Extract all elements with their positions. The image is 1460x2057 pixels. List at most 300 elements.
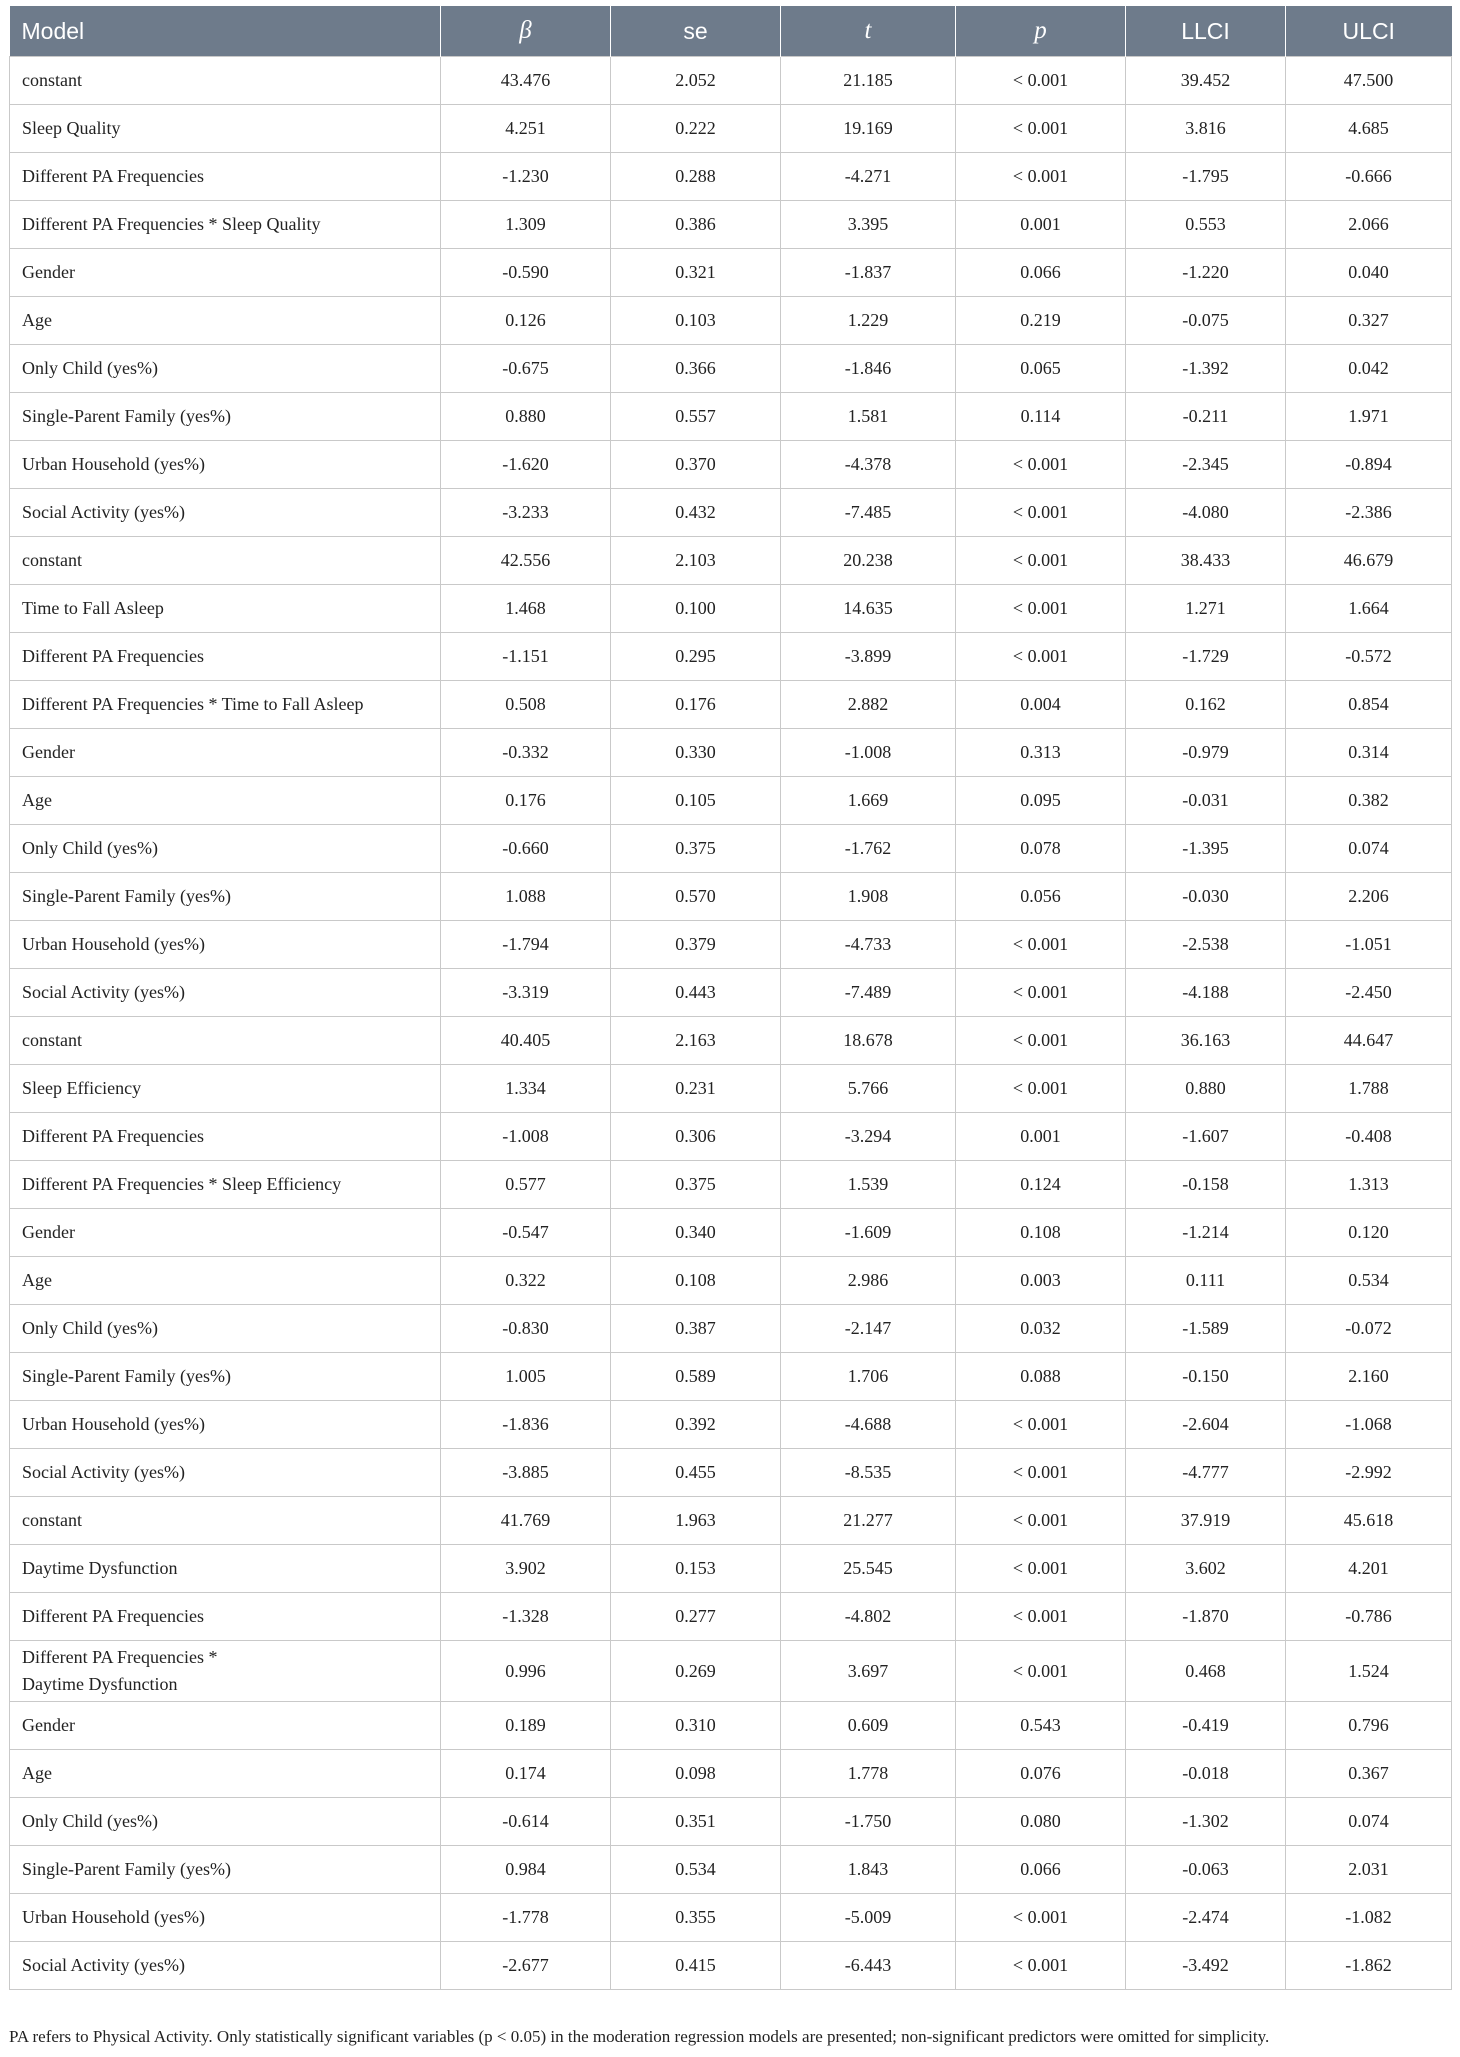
cell-ulci: -1.068 [1286, 1401, 1452, 1449]
cell-llci: 39.452 [1126, 57, 1286, 105]
cell-t: 21.185 [781, 57, 956, 105]
cell-se: 0.443 [611, 969, 781, 1017]
cell-beta: 1.005 [441, 1353, 611, 1401]
cell-ulci: 0.534 [1286, 1257, 1452, 1305]
cell-beta: -0.547 [441, 1209, 611, 1257]
cell-p: < 0.001 [956, 489, 1126, 537]
cell-t: -5.009 [781, 1894, 956, 1942]
cell-llci: -0.419 [1126, 1702, 1286, 1750]
cell-llci: -0.030 [1126, 873, 1286, 921]
cell-t: -1.609 [781, 1209, 956, 1257]
cell-llci: 0.468 [1126, 1641, 1286, 1702]
cell-llci: -1.220 [1126, 249, 1286, 297]
cell-llci: -1.302 [1126, 1798, 1286, 1846]
cell-se: 0.375 [611, 1161, 781, 1209]
cell-beta: -0.332 [441, 729, 611, 777]
cell-ulci: 2.206 [1286, 873, 1452, 921]
cell-ulci: 0.314 [1286, 729, 1452, 777]
cell-t: 1.669 [781, 777, 956, 825]
cell-ulci: -0.072 [1286, 1305, 1452, 1353]
cell-beta: -1.151 [441, 633, 611, 681]
cell-se: 0.387 [611, 1305, 781, 1353]
cell-beta: 0.880 [441, 393, 611, 441]
cell-beta: 0.126 [441, 297, 611, 345]
cell-se: 0.176 [611, 681, 781, 729]
cell-llci: 3.602 [1126, 1545, 1286, 1593]
cell-beta: -3.233 [441, 489, 611, 537]
table-row [10, 345, 1452, 393]
cell-t: -1.837 [781, 249, 956, 297]
table-row [10, 1209, 1452, 1257]
cell-beta: 1.088 [441, 873, 611, 921]
cell-p: < 0.001 [956, 1545, 1126, 1593]
cell-ulci: 1.313 [1286, 1161, 1452, 1209]
cell-ulci: 2.160 [1286, 1353, 1452, 1401]
cell-se: 0.379 [611, 921, 781, 969]
cell-llci: -1.392 [1126, 345, 1286, 393]
table-row [10, 1798, 1452, 1846]
cell-model: Urban Household (yes%) [10, 441, 441, 489]
cell-ulci: 0.120 [1286, 1209, 1452, 1257]
cell-t: -1.008 [781, 729, 956, 777]
cell-beta: -1.620 [441, 441, 611, 489]
cell-se: 0.340 [611, 1209, 781, 1257]
cell-p: 0.003 [956, 1257, 1126, 1305]
cell-beta: -0.660 [441, 825, 611, 873]
cell-llci: -0.075 [1126, 297, 1286, 345]
cell-model: Only Child (yes%) [10, 345, 441, 393]
cell-p: 0.004 [956, 681, 1126, 729]
cell-t: -1.846 [781, 345, 956, 393]
cell-llci: 0.553 [1126, 201, 1286, 249]
table-row [10, 921, 1452, 969]
cell-ulci: 4.685 [1286, 105, 1452, 153]
table-row [10, 1113, 1452, 1161]
cell-llci: 37.919 [1126, 1497, 1286, 1545]
cell-p: 0.065 [956, 345, 1126, 393]
header-ulci: ULCI [1286, 6, 1452, 57]
cell-ulci: 1.788 [1286, 1065, 1452, 1113]
table-row [10, 681, 1452, 729]
cell-model: Single-Parent Family (yes%) [10, 873, 441, 921]
cell-beta: 41.769 [441, 1497, 611, 1545]
cell-t: 5.766 [781, 1065, 956, 1113]
cell-p: < 0.001 [956, 1942, 1126, 1990]
table-row [10, 1161, 1452, 1209]
cell-model: Different PA Frequencies [10, 1113, 441, 1161]
cell-model: Social Activity (yes%) [10, 969, 441, 1017]
cell-p: < 0.001 [956, 441, 1126, 489]
table-row [10, 537, 1452, 585]
table-row [10, 1750, 1452, 1798]
table-row [10, 441, 1452, 489]
cell-se: 0.415 [611, 1942, 781, 1990]
cell-ulci: 0.382 [1286, 777, 1452, 825]
table-row [10, 1401, 1452, 1449]
cell-ulci: 0.796 [1286, 1702, 1452, 1750]
cell-t: -4.378 [781, 441, 956, 489]
table-row [10, 873, 1452, 921]
cell-se: 0.295 [611, 633, 781, 681]
cell-p: 0.219 [956, 297, 1126, 345]
cell-model: Sleep Quality [10, 105, 441, 153]
cell-t: 1.843 [781, 1846, 956, 1894]
cell-se: 0.098 [611, 1750, 781, 1798]
cell-model: Different PA Frequencies * Sleep Efficiency [10, 1161, 441, 1209]
header-se: se [611, 6, 781, 57]
cell-beta: -1.230 [441, 153, 611, 201]
cell-llci: -4.777 [1126, 1449, 1286, 1497]
cell-model: Urban Household (yes%) [10, 1894, 441, 1942]
cell-se: 1.963 [611, 1497, 781, 1545]
cell-llci: -0.018 [1126, 1750, 1286, 1798]
cell-ulci: -2.386 [1286, 489, 1452, 537]
table-row [10, 729, 1452, 777]
cell-p: 0.095 [956, 777, 1126, 825]
cell-model: Only Child (yes%) [10, 825, 441, 873]
cell-model: Daytime Dysfunction [10, 1545, 441, 1593]
cell-beta: 0.984 [441, 1846, 611, 1894]
table-row [10, 249, 1452, 297]
cell-p: 0.080 [956, 1798, 1126, 1846]
cell-llci: -0.979 [1126, 729, 1286, 777]
table-row [10, 1353, 1452, 1401]
cell-se: 0.366 [611, 345, 781, 393]
cell-t: 1.778 [781, 1750, 956, 1798]
cell-llci: -2.474 [1126, 1894, 1286, 1942]
cell-llci: 0.111 [1126, 1257, 1286, 1305]
cell-se: 0.105 [611, 777, 781, 825]
table-row [10, 825, 1452, 873]
cell-llci: -1.589 [1126, 1305, 1286, 1353]
cell-model: Gender [10, 249, 441, 297]
cell-p: < 0.001 [956, 1449, 1126, 1497]
table-row [10, 1846, 1452, 1894]
cell-ulci: 44.647 [1286, 1017, 1452, 1065]
cell-p: 0.088 [956, 1353, 1126, 1401]
cell-se: 2.052 [611, 57, 781, 105]
cell-p: < 0.001 [956, 1641, 1126, 1702]
header-model: Model [10, 6, 441, 57]
cell-p: 0.032 [956, 1305, 1126, 1353]
table-row [10, 585, 1452, 633]
cell-p: < 0.001 [956, 105, 1126, 153]
cell-beta: 0.996 [441, 1641, 611, 1702]
cell-t: -8.535 [781, 1449, 956, 1497]
cell-t: 1.581 [781, 393, 956, 441]
cell-p: 0.078 [956, 825, 1126, 873]
cell-model: Single-Parent Family (yes%) [10, 393, 441, 441]
cell-llci: -0.063 [1126, 1846, 1286, 1894]
table-row [10, 1702, 1452, 1750]
table-row [10, 1449, 1452, 1497]
cell-ulci: 0.074 [1286, 1798, 1452, 1846]
header-beta: β [441, 6, 611, 57]
cell-t: -4.271 [781, 153, 956, 201]
cell-beta: -1.328 [441, 1593, 611, 1641]
cell-llci: 38.433 [1126, 537, 1286, 585]
table-row [10, 1894, 1452, 1942]
table-row [10, 633, 1452, 681]
cell-llci: -1.607 [1126, 1113, 1286, 1161]
cell-ulci: 0.367 [1286, 1750, 1452, 1798]
cell-beta: 0.176 [441, 777, 611, 825]
cell-model: Sleep Efficiency [10, 1065, 441, 1113]
cell-se: 0.108 [611, 1257, 781, 1305]
cell-se: 2.163 [611, 1017, 781, 1065]
cell-p: < 0.001 [956, 537, 1126, 585]
cell-model: constant [10, 1017, 441, 1065]
cell-p: < 0.001 [956, 921, 1126, 969]
cell-llci: -4.080 [1126, 489, 1286, 537]
cell-se: 0.370 [611, 441, 781, 489]
cell-se: 0.306 [611, 1113, 781, 1161]
cell-beta: -0.590 [441, 249, 611, 297]
cell-model: Different PA Frequencies * Sleep Quality [10, 201, 441, 249]
cell-model: Gender [10, 1702, 441, 1750]
cell-p: < 0.001 [956, 153, 1126, 201]
cell-p: 0.313 [956, 729, 1126, 777]
cell-model: Age [10, 297, 441, 345]
cell-llci: -0.211 [1126, 393, 1286, 441]
cell-ulci: 2.031 [1286, 1846, 1452, 1894]
cell-p: < 0.001 [956, 57, 1126, 105]
table-row [10, 1017, 1452, 1065]
cell-t: 2.986 [781, 1257, 956, 1305]
cell-model: Only Child (yes%) [10, 1305, 441, 1353]
cell-t: 1.706 [781, 1353, 956, 1401]
cell-p: < 0.001 [956, 969, 1126, 1017]
cell-se: 0.288 [611, 153, 781, 201]
table-row [10, 1305, 1452, 1353]
cell-llci: -2.604 [1126, 1401, 1286, 1449]
cell-t: 3.697 [781, 1641, 956, 1702]
regression-table-container [9, 6, 1451, 1990]
cell-p: 0.108 [956, 1209, 1126, 1257]
cell-t: 2.882 [781, 681, 956, 729]
cell-llci: 3.816 [1126, 105, 1286, 153]
cell-ulci: 0.074 [1286, 825, 1452, 873]
cell-llci: -1.870 [1126, 1593, 1286, 1641]
cell-p: < 0.001 [956, 1593, 1126, 1641]
cell-p: < 0.001 [956, 1497, 1126, 1545]
cell-ulci: 47.500 [1286, 57, 1452, 105]
cell-model: Age [10, 1257, 441, 1305]
cell-beta: 3.902 [441, 1545, 611, 1593]
cell-p: 0.066 [956, 249, 1126, 297]
cell-beta: 0.508 [441, 681, 611, 729]
cell-se: 0.103 [611, 297, 781, 345]
table-row [10, 777, 1452, 825]
cell-model: Urban Household (yes%) [10, 1401, 441, 1449]
cell-model: constant [10, 1497, 441, 1545]
cell-model: Different PA Frequencies [10, 633, 441, 681]
cell-ulci: 4.201 [1286, 1545, 1452, 1593]
cell-t: 20.238 [781, 537, 956, 585]
cell-t: -4.802 [781, 1593, 956, 1641]
cell-llci: -1.729 [1126, 633, 1286, 681]
cell-llci: 0.880 [1126, 1065, 1286, 1113]
cell-model: Urban Household (yes%) [10, 921, 441, 969]
cell-t: 21.277 [781, 1497, 956, 1545]
cell-p: 0.001 [956, 1113, 1126, 1161]
cell-p: < 0.001 [956, 1065, 1126, 1113]
header-p: p [956, 6, 1126, 57]
cell-beta: -1.794 [441, 921, 611, 969]
cell-beta: 43.476 [441, 57, 611, 105]
cell-beta: -1.778 [441, 1894, 611, 1942]
cell-ulci: 46.679 [1286, 537, 1452, 585]
cell-se: 0.321 [611, 249, 781, 297]
table-row [10, 1065, 1452, 1113]
cell-t: 18.678 [781, 1017, 956, 1065]
cell-beta: 0.189 [441, 1702, 611, 1750]
cell-model: Gender [10, 729, 441, 777]
cell-model: Single-Parent Family (yes%) [10, 1846, 441, 1894]
cell-ulci: 1.524 [1286, 1641, 1452, 1702]
cell-beta: -2.677 [441, 1942, 611, 1990]
cell-ulci: -0.894 [1286, 441, 1452, 489]
cell-ulci: 2.066 [1286, 201, 1452, 249]
cell-p: < 0.001 [956, 633, 1126, 681]
cell-ulci: -0.666 [1286, 153, 1452, 201]
cell-llci: -0.158 [1126, 1161, 1286, 1209]
cell-t: -7.489 [781, 969, 956, 1017]
cell-p: 0.114 [956, 393, 1126, 441]
cell-llci: 1.271 [1126, 585, 1286, 633]
cell-ulci: 1.971 [1286, 393, 1452, 441]
cell-t: 14.635 [781, 585, 956, 633]
cell-se: 2.103 [611, 537, 781, 585]
cell-se: 0.100 [611, 585, 781, 633]
header-t: t [781, 6, 956, 57]
cell-se: 0.386 [611, 201, 781, 249]
cell-ulci: -2.992 [1286, 1449, 1452, 1497]
header-row [10, 6, 1452, 57]
cell-se: 0.432 [611, 489, 781, 537]
cell-p: 0.076 [956, 1750, 1126, 1798]
cell-p: < 0.001 [956, 585, 1126, 633]
cell-llci: -1.214 [1126, 1209, 1286, 1257]
cell-se: 0.355 [611, 1894, 781, 1942]
cell-model: Different PA Frequencies * Daytime Dysfunction [10, 1641, 441, 1702]
cell-model: Single-Parent Family (yes%) [10, 1353, 441, 1401]
cell-ulci: -0.786 [1286, 1593, 1452, 1641]
cell-beta: 40.405 [441, 1017, 611, 1065]
cell-model: Different PA Frequencies [10, 153, 441, 201]
cell-t: -3.294 [781, 1113, 956, 1161]
cell-se: 0.392 [611, 1401, 781, 1449]
cell-beta: 1.468 [441, 585, 611, 633]
cell-beta: -1.008 [441, 1113, 611, 1161]
cell-p: 0.543 [956, 1702, 1126, 1750]
cell-model: Different PA Frequencies * Time to Fall Asleep [10, 681, 441, 729]
cell-llci: -3.492 [1126, 1942, 1286, 1990]
cell-beta: -0.830 [441, 1305, 611, 1353]
cell-t: -4.688 [781, 1401, 956, 1449]
cell-ulci: 0.327 [1286, 297, 1452, 345]
cell-model: Time to Fall Asleep [10, 585, 441, 633]
cell-se: 0.277 [611, 1593, 781, 1641]
cell-llci: -1.395 [1126, 825, 1286, 873]
table-row [10, 105, 1452, 153]
cell-se: 0.534 [611, 1846, 781, 1894]
cell-t: 19.169 [781, 105, 956, 153]
regression-table [9, 6, 1452, 1990]
cell-se: 0.269 [611, 1641, 781, 1702]
table-row [10, 153, 1452, 201]
cell-p: 0.124 [956, 1161, 1126, 1209]
cell-p: < 0.001 [956, 1401, 1126, 1449]
cell-t: -3.899 [781, 633, 956, 681]
cell-ulci: -1.082 [1286, 1894, 1452, 1942]
cell-ulci: -1.051 [1286, 921, 1452, 969]
cell-se: 0.153 [611, 1545, 781, 1593]
cell-llci: 0.162 [1126, 681, 1286, 729]
table-row [10, 201, 1452, 249]
cell-t: 0.609 [781, 1702, 956, 1750]
cell-se: 0.570 [611, 873, 781, 921]
header-llci: LLCI [1126, 6, 1286, 57]
cell-se: 0.330 [611, 729, 781, 777]
cell-t: 1.229 [781, 297, 956, 345]
cell-model: Gender [10, 1209, 441, 1257]
cell-se: 0.455 [611, 1449, 781, 1497]
cell-model: Social Activity (yes%) [10, 1942, 441, 1990]
table-footnote: PA refers to Physical Activity. Only statistically significant variables (p < 0.05) in the moderation regression models are presented; non-significant predictors were omitted for simplicity. [9, 2027, 1270, 2046]
cell-p: 0.066 [956, 1846, 1126, 1894]
table-row [10, 57, 1452, 105]
cell-t: -2.147 [781, 1305, 956, 1353]
cell-llci: -2.345 [1126, 441, 1286, 489]
cell-t: -6.443 [781, 1942, 956, 1990]
cell-beta: 0.322 [441, 1257, 611, 1305]
cell-p: < 0.001 [956, 1894, 1126, 1942]
table-row [10, 297, 1452, 345]
cell-t: 25.545 [781, 1545, 956, 1593]
cell-p: 0.001 [956, 201, 1126, 249]
cell-llci: -0.031 [1126, 777, 1286, 825]
cell-se: 0.222 [611, 105, 781, 153]
table-row [10, 1593, 1452, 1641]
table-row [10, 1545, 1452, 1593]
table-row [10, 969, 1452, 1017]
cell-se: 0.231 [611, 1065, 781, 1113]
cell-llci: -1.795 [1126, 153, 1286, 201]
cell-t: -7.485 [781, 489, 956, 537]
cell-t: -1.750 [781, 1798, 956, 1846]
cell-model: constant [10, 537, 441, 585]
cell-t: -4.733 [781, 921, 956, 969]
cell-beta: -3.319 [441, 969, 611, 1017]
cell-se: 0.375 [611, 825, 781, 873]
cell-model: Age [10, 777, 441, 825]
cell-t: 3.395 [781, 201, 956, 249]
cell-llci: 36.163 [1126, 1017, 1286, 1065]
cell-t: 1.908 [781, 873, 956, 921]
cell-se: 0.351 [611, 1798, 781, 1846]
cell-beta: 42.556 [441, 537, 611, 585]
table-row [10, 1942, 1452, 1990]
cell-ulci: -0.408 [1286, 1113, 1452, 1161]
table-row [10, 489, 1452, 537]
cell-llci: -4.188 [1126, 969, 1286, 1017]
cell-beta: -0.675 [441, 345, 611, 393]
cell-ulci: -1.862 [1286, 1942, 1452, 1990]
cell-llci: -0.150 [1126, 1353, 1286, 1401]
cell-p: 0.056 [956, 873, 1126, 921]
cell-se: 0.589 [611, 1353, 781, 1401]
